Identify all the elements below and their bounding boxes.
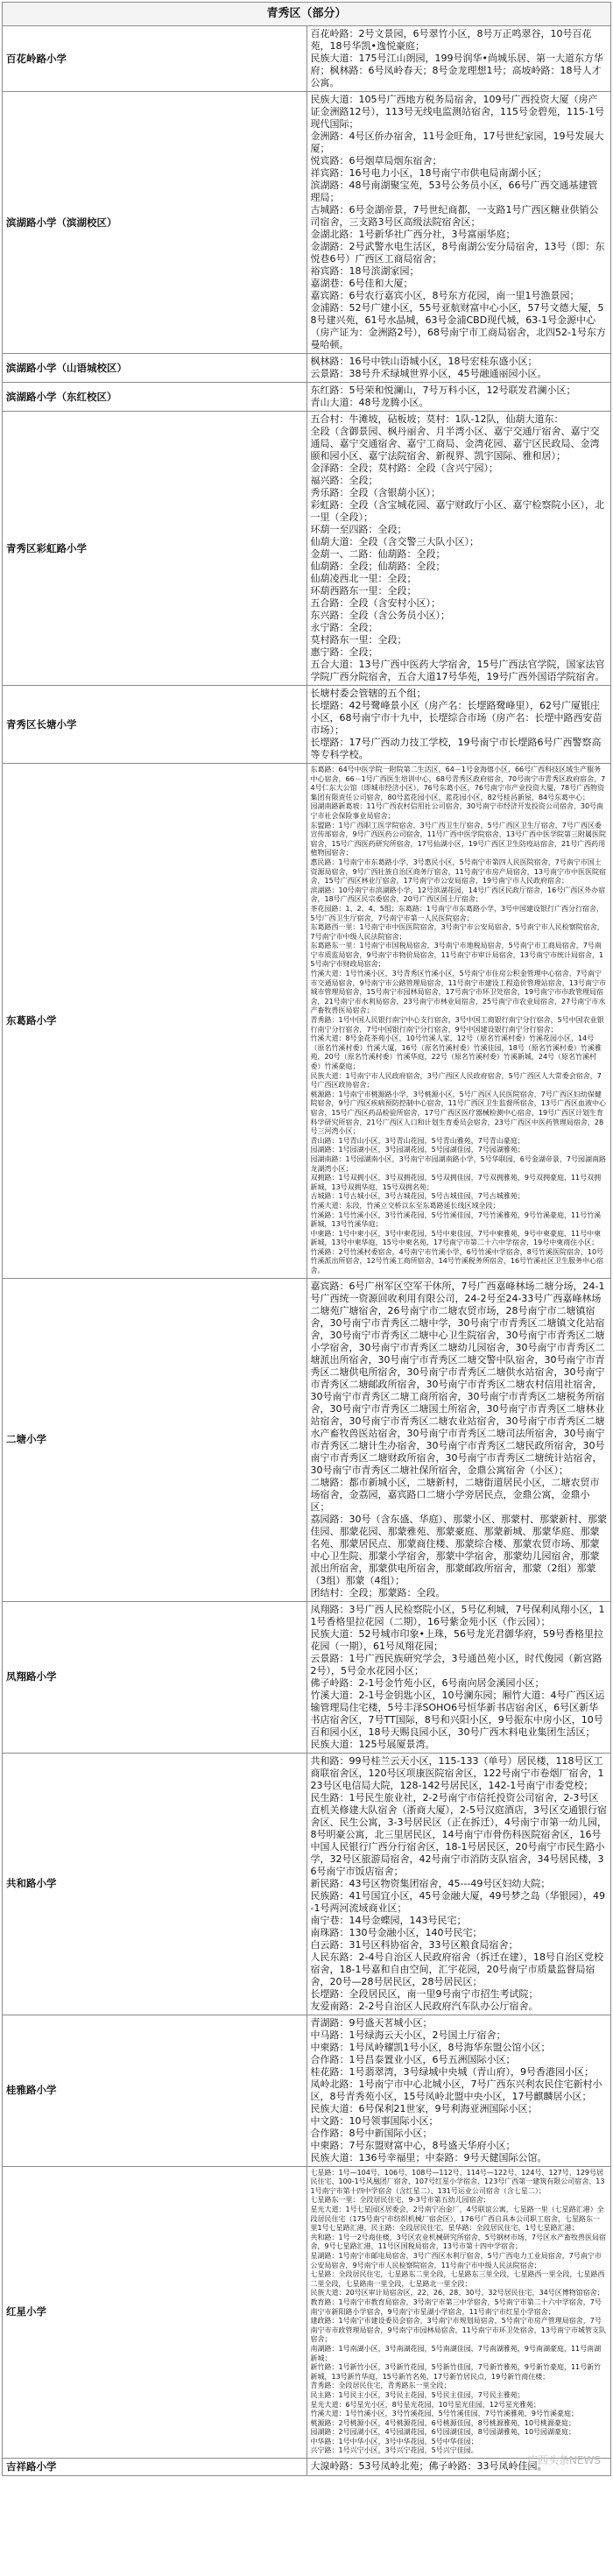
address-line: 东盟路：1号广西职工医学院宿舍，3号广西卫生厅宿舍，5号广西区卫生厅宿舍，7号广西区委宣传部宿舍，9号广西医药公司宿舍，11号广西中医学院宿舍，13号广西中医学院第三附属医院宿舍，15号广西医药研究所宿舍，17号仙湖小区，19号广西区卫生防疫站宿舍，21号广西药用植物园宿舍；: [310, 821, 606, 857]
address-line: 金湖路：2号武警水电生活区，8号南湖公安分局宿舍，13号（即：东悦巷6号）广西区工商局宿舍；: [310, 241, 605, 265]
school-name: 共和路小学: [3, 1753, 307, 2015]
school-name: 东葛路小学: [3, 764, 307, 1279]
school-name: 青秀区长塘小学: [3, 686, 307, 764]
address-line: 裕宾路：18号滨湖家园；: [310, 265, 419, 277]
address-line: 金泽路：全段；莫村路：全段（含兴宁园）；: [310, 462, 498, 474]
watermark: 广西头条NEWS: [526, 2454, 601, 2467]
table-body: [3, 3, 611, 2476]
school-name: 滨湖路小学（滨湖校区）: [3, 92, 307, 354]
address-line: 民族大道：105号广西地方税务局宿舍，109号广西投资大厦（房产证金洲路12号），113号无线电监测站宿舍，115号金碧苑，115-1号现代国际；: [310, 94, 604, 130]
address-line: 民生路：1号民生旅业社，2-2号南宁市信托投资公司宿舍，2-3号区直机关修建大队宿舍（浙商大厦），2-5号汉庭酒店，3号区交通银行宿舍区、民生公寓，3-3号居民区（正在拆迁），4号南宁市第一幼儿园，8号明豪公寓，北三里居民区，14号南宁市骨伤科医院宿舍区，16号中国人民银行广西分行宿舍区，18-1号居民区，20号南宁市民生路小学，32号区旅游局宿舍，42号南宁市消防支队宿舍，34号居民楼，36号南宁市饭店宿舍；: [310, 1791, 607, 1877]
school-row: [3, 2459, 611, 2476]
address-line: 竹溪大道：8号金花茶苑小区，10号竹溪人家，12号（原名竹溪村委）竹溪花园小区，14号（原名竹溪村委）竹溪大厦，16号（原名竹溪村委）竹溪佳园，18号（原名竹溪村委）竹溪雅苑，20号（原名竹溪村委）竹溪华庭，22号（原名竹溪村委）竹溪新城，24号（原名竹溪村委）竹溪豪庭；: [310, 1034, 602, 1070]
address-line: 星湖路：1号南宁市邮电局宿舍，3号广西区水利厅宿舍，5号广西电力工业局宿舍，7号南宁市公安局宿舍，9号南宁市人民检察院宿舍，11号南宁市中级人民法院宿舍；: [310, 2252, 602, 2269]
address-line: 五合大道：13号广西中医药大学宿舍，15号广西法官学院，国家法官学院广西分院宿舍，五合大道17号华苑，19号广西外国语学院宿舍。: [310, 659, 605, 682]
address-line: 竹溪路：2号竹溪村委宿舍，4号南宁市竹溪小学，6号竹溪中学宿舍，8号竹溪医院宿舍，10号竹溪派出所宿舍，12号竹溪工商所宿舍，14号竹溪税务所宿舍，16号竹溪社区卫生服务中心宿舍。: [310, 1247, 604, 1275]
address-line: 凤岭北路：1号南宁市中心北城小区，7号广西东兴利农民住宅新村小区，8号青秀苑小区，15号凤岭北盟中央小区，17号麒麟居小区；: [310, 2078, 602, 2102]
school-zone-addresses: [306, 412, 611, 686]
address-line: 民族大道：136号幸福里；中泰路：9号天健国际公馆。: [310, 2151, 547, 2163]
school-row: [3, 1278, 611, 1601]
address-line: 祥宾路：16号电力小区，18号南宁市供电局南湖小区；: [310, 167, 547, 179]
address-line: 金浦路：52号广建小区，55号亚航财富中心小区，57号文德大厦，58号建兴苑，61号水晶城，63号金浦CBD现代城，63-1号金源中心（房产证为：金洲路2号），68号南宁市工商局宿舍，北四52-1号东方曼哈顿。: [310, 302, 606, 350]
address-line: 民族大道：52号城市印象•上珠，56号龙光君御华府，59号香格里拉花园（一期），61号凤翔花园；: [310, 1627, 603, 1652]
address-line: 中柬路：1号中柬小区，3号中柬花园，5号中柬佳园，7号中柬雅苑，9号中柬豪庭，11号中柬新城，13号中柬华庭，15号中柬名苑，17号南宁市第二十六中学宿舍，19号中柬商住小区；: [310, 1229, 602, 1247]
address-line: 东葛路：64号中医学院一附院第二生活区，64－1号金海僖小区，66号广西科技区域生产服务中心宿舍，66－1号广西医生培训中心，68号青秀区政府宿舍，70号南宁市青秀区政府宿舍，74号仁东大公馆（即城市经济小区），76号东葛小区，76号南宁市产业投资大厦，78号广西物资集团有限责任公司宿舍，80号蓝花园小区，蓝花园小区，82号桂昌新屋，84号东葛中心；: [310, 766, 606, 801]
address-line: 青秀路：全段居民住宅，青秀路东一里全段；: [310, 2382, 451, 2390]
address-line: 古城路：6号金湖帝景，7号世纪商都，一支路1号广西区糖业供销公司宿舍，三支路3号区高级法院宿舍区；: [310, 204, 599, 228]
address-line: 民族大道：20号区审计局宿舍区，22、26、28、30号、32号居民住宅，34号区博物馆宿舍；: [310, 2289, 604, 2297]
address-line: 桃源路：1号南宁市桃源路小学，3号桃源小区，5号广西区人民医院宿舍，7号广西区妇幼保健院宿舍，9号广西区疾病预防控制中心宿舍，11号广西区卫生监督所宿舍，13号广西区血液中心宿舍，15号广西区药品检验所宿舍，17号广西区医疗器械检测中心宿舍，19号广西区计划生育科学研究所宿舍，21号广西区人口和计划生育委员会宿舍，23号广西区中医药管理局宿舍，28号三河湾小区；: [310, 1090, 606, 1136]
address-line: 金湖北路：1号新华社广西分社，3号富丽华庭；: [310, 229, 516, 240]
address-line: 中文路：10号领事国际小区；: [310, 2114, 439, 2127]
address-line: 白云路：31号区科协宿舍，33号区粮食局宿舍；: [310, 1938, 518, 1951]
school-zone-addresses: [306, 2015, 611, 2166]
address-line: 东兴路：全段（含公务员小区）；: [310, 610, 450, 621]
address-line: 竹溪大道：2-1号金钥匙小区，10号澜东园；厢竹大道：4号广西区运输管理局住宅楼，5号丰泽SOHO6号恒华新书店宿舍区，6号区新华书店宿舍区，7号TT国际，8号和兴阳小区，9号振东中房小区，10号百和园小区，18号天赐良园小区，30号广西木料电业集团生活区；: [310, 1689, 605, 1738]
school-row: [3, 2015, 611, 2166]
address-line: 莫村路东一里：全段；: [310, 634, 407, 646]
address-line: 星光大道：6号星光小区，8号星光花园，10号星光佳园，12号星光雅苑；: [310, 2400, 541, 2409]
address-line: 星光大道：1号七星园区居委会，2号南宁冶金厂，4号联谊公寓，七星路一里（七星路汇港）全段居民住宅（175号南宁市纺织机械厂宿舍区），176号广西自具本公司职工宿舍，七星路东一里1号七星路汇港，民主路：全段居民住宅，星华路：全段居民住宅，1号七星路汇港；: [310, 2205, 604, 2233]
address-line: 悦宾路：6号烟草局烟东宿舍；: [310, 155, 442, 166]
school-row: [3, 412, 611, 686]
title-row: [3, 3, 611, 26]
address-line: 大湶岭路：53号凤岭北苑；佛子岭路：33号凤岭佳园。: [310, 2460, 547, 2473]
school-zone-addresses: [306, 2166, 611, 2458]
address-line: 永宁路：全段；: [310, 622, 378, 633]
address-line: 滨湖路：48号南湖聚宝苑，53号公务员小区，66号广西交通基建管理局；: [310, 180, 598, 203]
school-zone-addresses: [306, 383, 611, 412]
address-line: 云景路：1号广西民族研究学会，3号通邑苑小区，时代俊园（新宫路2号），5号金水花园小区；: [310, 1652, 602, 1676]
address-line: 竹溪大道：1号竹溪小区，3号竹溪花园，5号竹溪佳园，7号竹溪雅苑，9号竹溪豪庭；: [310, 2410, 578, 2418]
address-line: 秀乐路：全段（含银葫小区）；: [310, 487, 440, 498]
address-line: 中柬路：1号凤岭耀凯1号小区，8号海华东盟公馆小区；: [310, 2041, 551, 2053]
school-zone-addresses: [306, 354, 611, 383]
school-name: 滨湖路小学（山语城校区）: [3, 354, 307, 383]
address-line: 友爱南路：2-2号自治区人民政府汽车队办公厅宿舍。: [310, 2000, 539, 2012]
school-zone-addresses: [306, 686, 611, 764]
school-name: 滨湖路小学（东红校区）: [3, 383, 307, 412]
page: [0, 2, 613, 2476]
address-line: 仙葫路：全段；仙葫路：全段；: [310, 561, 446, 572]
address-line: 共和路：1号一2号商住楼，3号区农业机械研究所宿舍，5号钢材市场，7号区水产畜牧兽医局宿舍，9号七星路汇港，11号区国税局宿舍，13号市第十四中学宿舍；: [310, 2233, 606, 2251]
school-row: [3, 92, 611, 354]
address-line: 中华路：1号中华小区，3号中华花园，5号中华佳园；: [310, 2437, 478, 2445]
address-line: 民主路：1号民主小区，3号民主花园，5号民主佳园，7号民主雅苑；: [310, 2390, 525, 2399]
school-zone-addresses: [306, 26, 611, 92]
school-row: [3, 764, 611, 1279]
address-line: 民族大道：175号江山朗园，199号润华•尚城乐居、第一大道东方华府；枫林路：6号凤岭春天；8号金龙理想1号；高坡岭路：18号人才公寓。: [310, 53, 603, 88]
address-line: 嘉宾路：6号广州军区空军干休所，7号广西嘉峰林场二塘分场，24-1号广西统一资源回收利用有限公司，24-2号至24-33号广西嘉峰林场二塘苑广塘宿舍，26号南宁市二塘农贸市场，28号南宁市二塘镇宿舍，30号南宁市青秀区二塘中学，30号南宁市青秀区二塘镇文化站宿舍，30号南宁市青秀区二塘中心卫生院宿舍，30号南宁市青秀区二塘小学宿舍，30号南宁市青秀区二塘幼儿园宿舍，30号南宁市青秀区二塘派出所宿舍，30号南宁市青秀区二塘交警中队宿舍，30号南宁市青秀区二塘供电所宿舍，30号南宁市青秀区二塘供水站宿舍，30号南宁市青秀区二塘邮政所宿舍，30号南宁市青秀区二塘农村信用社宿舍，30号南宁市青秀区二塘工商所宿舍，30号南宁市青秀区二塘税务所宿舍，30号南宁市青秀区二塘国土所宿舍，30号南宁市青秀区二塘林业站宿舍，30号南宁市青秀区二塘农业站宿舍，30号南宁市青秀区二塘水产畜牧兽医站宿舍，30号南宁市青秀区二塘司法所宿舍，30号南宁市青秀区二塘计生办宿舍，30号南宁市青秀区二塘民政所宿舍，30号南宁市青秀区二塘财政所宿舍，30号南宁市青秀区二塘统计站宿舍，30号南宁市青秀区二塘社保所宿舍，金鼎公寓宿舍（小区）；: [310, 1280, 605, 1476]
address-line: 民族大道：1号南宁市人民政府宿舍，3号广西区人民政府宿舍，5号广西区人大常委会宿舍，7号广西区政协宿舍；: [310, 1071, 602, 1090]
school-name: 桂雅路小学: [3, 2015, 307, 2166]
school-name: 凤翔路小学: [3, 1601, 307, 1753]
address-line: 凤翔路：3号广西人民检察院小区，5号亿利城，7号保利凤翔小区，11号香格里拉花园（二期），16号紫金苑小区（作云园）；: [310, 1603, 605, 1627]
address-line: 共和路：99号桂兰云天小区，115-133（单号）居民楼，118号区工商联宿舍区，120号区项康医院宿舍区，122号南宁市卷烟厂宿舍，123号区电信局大院，128-142号居民区，142-1号南宁市委党校；: [310, 1754, 604, 1791]
address-line: 金葫一、二路：仙葫路：全段；: [310, 548, 446, 560]
school-zone-addresses: [306, 1278, 611, 1601]
address-line: 民族路：41号国宜小区，45号金融大厦，49号梦之岛（华银园），49-1号两河流域商业区；: [310, 1889, 605, 1914]
school-name: 红星小学: [3, 2166, 307, 2458]
address-line: 园湖南路：1号园湖南小区，3号南宁市园湖南路小学，5号华联园，6号金湖帝景，7号园湖南路龙湖湾小区；: [310, 1154, 606, 1173]
address-line: 长塘村委会管辖的五个组；: [310, 688, 426, 699]
address-line: 仙葫大道：全段（含交警三大队小区）；: [310, 536, 479, 547]
address-line: 教育路：1号南宁市教育局宿舍，3号南宁市第三中学宿舍，5号南宁市第二十六中学宿舍，7号南宁市新阳路小学宿舍，9号南宁市星湖小学宿舍，11号南宁市红星小学宿舍；: [310, 2297, 602, 2316]
address-line: 茶花园路：1、2、4、5组；东葛路：1号南宁市东葛路小学，3号中国建设银行广西分行宿舍，5号广西卫生厅宿舍，7号南宁市第一人民医院宿舍；: [310, 904, 604, 922]
address-line: 青秀路：1号中国人民银行南宁中心支行宿舍，3号中国工商银行南宁分行宿舍，5号中国农业银行南宁分行宿舍，7号中国银行南宁分行宿舍，9号中国建设银行南宁分行宿舍；: [310, 1016, 604, 1034]
address-line: 竹溪路：1号竹溪小区，3号竹溪花园，5号竹溪佳园，7号竹溪雅苑，9号竹溪豪庭，11号竹溪新城，13号竹溪华庭；: [310, 1210, 602, 1229]
school-row: [3, 2166, 611, 2458]
address-line: 兴宁路：1号兴宁小区，3号兴宁花园，5号兴宁佳园。: [310, 2446, 478, 2455]
address-line: 五合村：牛滩坡，砧板坡；莫村：1队-12队，仙葫大道东：: [310, 413, 564, 425]
address-line: 中马路：1号绿海云天小区，2号国土厅宿舍；: [310, 2029, 506, 2041]
address-line: 新民路：43号区物资集团宿舍，45---49号区妇幼大院；: [310, 1877, 551, 1889]
address-line: 仙葫凌西北一里：全段；: [310, 573, 417, 584]
address-line: 合作路：8号中新国际小区；: [310, 2127, 433, 2139]
address-line: 双拥路：1号双拥小区，3号双拥花园，5号双拥佳园，7号双拥雅苑，9号双拥豪庭，11号双拥新城，13号双拥华庭，15号双拥名苑；: [310, 1174, 602, 1191]
address-line: 竹溪大道：东段，竹溪立交桥以东至东葛路延长线区域全段；: [310, 1201, 500, 1210]
address-line: 东葛路西一里：1号南宁市中医医院宿舍，3号南宁市公安局宿舍，5号南宁市人民检察院宿舍，7号南宁市中级人民法院宿舍；: [310, 923, 604, 941]
address-line: 福兴路：全段；: [310, 475, 378, 486]
address-line: 环葫西路东一里：全段；: [310, 585, 417, 596]
address-line: 竹溪大道：1号竹溪小区，3号青秀区竹溪小区，5号南宁市住房公积金管理中心宿舍，7号南宁市交通局宿舍，9号南宁市公路管理局宿舍，11号南宁市建设工程造价管理站宿舍，13号南宁市城市管理局宿舍，15号南宁市园林局宿舍，17号南宁市环卫处宿舍，19号南宁市市政管理局宿舍，21号南宁市水利局宿舍，23号南宁市林业局宿舍，25号南宁市农业局宿舍，27号南宁市水产畜牧兽医局宿舍；: [310, 970, 606, 1015]
school-zone-addresses: [306, 92, 611, 354]
address-line: 七星路：1号—104号、106号、108号—112号、114号—122号、124号、127号、129号居民住宅、100-1号风凰团厂宿舍、107号红星小学宿舍、123号广西第一建筑有限公司宿舍、131号南宁市第十四中学宿舍（含红星二）、131号运业公司宿舍（含七星二）；: [310, 2168, 605, 2195]
address-line: 新竹路：1号新竹小区，3号新竹花园，5号新竹佳园，7号新竹雅苑，9号新竹豪庭，11号新竹新城，13号新竹华庭，15号新竹名苑，17号新竹居民点，19号新竹商住楼；: [310, 2363, 602, 2381]
address-line: 彩虹路：全段（含宝城花园、嘉宁财政厅小区、嘉宁检察院小区），北一里（全段）；: [310, 499, 604, 523]
address-line: 滨湖路：10号南宁市滨湖路小学，12号滨湖花园，14号广西区民政厅宿舍，16号广西区外办宿舍，18号广西区民宗委宿舍，20号广西区国土厅宿舍；: [310, 886, 606, 904]
address-line: 长堽路：全段居民区，南一里9号南宁市招生考试院；: [310, 1987, 539, 2000]
school-row: [3, 686, 611, 764]
table-title: 青秀区（部分）: [3, 3, 611, 26]
school-district-table: [2, 2, 611, 2476]
address-line: 五合路：全段（含安村小区）；: [310, 597, 440, 609]
address-line: 二塘路：都市新城小区，二塘新村，二塘街道居民小区，二塘农贸市场宿舍，金荔园，嘉宾路口二塘小学旁居民点，金鼎公寓，金鼎小区；: [310, 1476, 600, 1513]
address-line: 南宁巷：14号金蝶园，143号民宅；: [310, 1914, 467, 1926]
address-line: 园湖南路新葛坡：11号广西农村信用社公司宿舍，30号南宁市经济开发投资公司宿舍，30号南宁市社会保险事业局宿舍；: [310, 802, 604, 820]
address-line: 全段（含御景园、枫丹丽舍、月半湾小区、嘉宁交通厅宿舍、嘉宁交通局、嘉宁交通宿舍、嘉宁工商局、金湾花园、嘉宁区民政局、金湾颐和园小区、嘉宁法院宿舍、新视界、凯宇国际、雅和居）；: [310, 426, 600, 462]
school-row: [3, 383, 611, 412]
school-zone-addresses: [306, 1753, 611, 2015]
address-line: 园湖路：2号园湖小区，4号园湖花园，6号园湖佳园，8号园湖雅苑，10号园湖豪庭；: [310, 2428, 576, 2437]
address-line: 惠民路：1号南宁市东葛路小学，3号惠民小区，5号南宁市第四人民医院宿舍，7号南宁市国土资源局宿舍，9号广西壮族自治区商务厅宿舍，11号南宁市房产局宿舍，13号南宁市中医医院宿舍，15号广西区林业厅宿舍，17号南宁市公安局宿舍，19号南宁市人民政府宿舍；: [310, 857, 606, 886]
school-row: [3, 1601, 611, 1753]
address-line: 长堽路：17号广西动力技工学校，19号南宁市长堽路6号广西警察高等专科学校。: [310, 737, 602, 760]
address-line: 古城路：1号古城小区，3号古城花园，5号古城佳园，7号古城雅苑；: [310, 1192, 525, 1201]
address-line: 青山路：1号青山小区，3号青山花园，5号青山雅苑，7号青山豪庭；: [310, 1136, 525, 1145]
address-line: 中柬路：7号东盟财富中心，8号盛天华府小区；: [310, 2139, 516, 2151]
address-line: 七星路东一里：全段居民住宅，9-3号市第五幼儿园宿舍；: [310, 2196, 490, 2205]
address-line: 嘉湖巷：6号佳和大厦；: [310, 278, 413, 289]
address-line: 青湖路：9号盛天茗城小区；: [310, 2016, 433, 2029]
school-name: 吉祥路小学: [3, 2459, 307, 2476]
address-line: 东红路：5号荣和悦澜山，7号万科小区，12号联发君澜小区；: [310, 385, 576, 396]
school-name: 二塘小学: [3, 1278, 307, 1601]
address-line: 嘉宾路：6号农行嘉宾小区，8号东方花园，南一里1号漁景园；: [310, 290, 580, 301]
address-line: 南湖路：1号南湖小区，3号南湖花园，5号南湖佳园，7号南湖雅苑，9号南湖豪庭，11号南湖新城；: [310, 2344, 602, 2362]
address-line: 民族大道：125号展厦景湾。: [310, 1738, 435, 1750]
address-line: 七星路：全段居民住宅，七星路东二里全段，七星路东三里全段，七星路西一里全段，七星路西二里全段，七星路南一里全段，七星路北一里全段；: [310, 2270, 605, 2288]
address-line: 桃源路：2号桃源小区，4号桃源花园，6号桃源佳园，8号桃源雅苑，10号桃源豪庭；: [310, 2418, 576, 2427]
school-row: [3, 26, 611, 92]
school-row: [3, 354, 611, 383]
school-zone-addresses: [306, 764, 611, 1279]
address-line: 环葫一至四路：全段；: [310, 524, 407, 535]
address-line: 合作路：1号昌泰置业小区，6号五洲国际小区；: [310, 2053, 516, 2065]
address-line: 桂花路：1号翡翠湾，3号绿城中央城（青山府），9号香港园小区；: [310, 2065, 594, 2078]
address-line: 枫林路：16号中铁山语城小区，18号宏桂东盛小区；: [310, 356, 538, 367]
school-name: 百花岭路小学: [3, 26, 307, 92]
address-line: 园湖路：1号园湖小区，3号园湖花园，5号园湖佳园，7号园湖雅苑；: [310, 1146, 525, 1154]
address-line: 南珠路：130号金融小区，140号民宅；: [310, 1926, 483, 1938]
school-zone-addresses: [306, 1601, 611, 1753]
address-line: 长堽路：42号鹭峰景小区（房产名：长堽路鹭峰里），62号广厦银庄小区，68号南宁市十九中，长堽综合市场（房产名：长堽中路西安苗市场）；: [310, 700, 602, 736]
school-row: [3, 1753, 611, 2015]
address-line: 民族大道：6号保利21世家，9号利海亚洲国际小区；: [310, 2102, 538, 2114]
address-line: 佛子岭路：2-1号金竹苑小区，6号南向居金溪园小区；: [310, 1676, 545, 1689]
address-line: 金洲路：4号区侨办宿舍，11号金旺角，17号世纪家园，19号发展大厦；: [310, 131, 604, 154]
address-line: 建政路：1号南宁市建设委员会宿舍，3号南宁市规划局宿舍，5号南宁市房产管理局宿舍，7号南宁市市政管理局宿舍，9号南宁市园林局宿舍，11号南宁市环卫处宿舍，13号南宁市城管支队宿舍；: [310, 2317, 606, 2344]
address-line: 人民东路：2-4号自治区人民政府宿舍（拆迁在建），18号自治区党校宿舍，18-1号嘉和自由空间，汇宇花园，20号南宁市质量监督局宿舍，20号—28号居民区，28号居民区；: [310, 1951, 603, 1987]
address-line: 青山大道：48号龙腾小区。: [310, 397, 429, 408]
address-line: 荔园路：30号（含东盛、华庭）、那蒙小区、那蒙村、那蒙新村、那蒙佳园、那蒙花园、那蒙雅苑、那蒙豪庭、那蒙新城、那蒙华庭、那蒙名苑、那蒙居民点、那蒙商住楼、那蒙综合楼、那蒙农贸市场、那蒙中心卫生院、那蒙小学宿舍，那蒙中学宿舍，那蒙幼儿园宿舍，那蒙派出所宿舍，那蒙供电所宿舍，那蒙邮政所宿舍，那蒙（2组）那蒙（3组）那蒙（4组）；: [310, 1513, 607, 1586]
address-line: 惠宁路：全段；: [310, 646, 378, 658]
address-line: 团结村：全段；那蒙路：全段。: [310, 1586, 446, 1599]
address-line: 百花岭路：2号文景园，6号翠竹小区，8号万正鸣翠谷，10号百花苑，18号华凯•逸悦豪庭；: [310, 28, 592, 52]
school-name: 青秀区彩虹路小学: [3, 412, 307, 686]
address-line: 东葛路东一里：1号南宁市国税局宿舍，3号南宁市地税局宿舍，5号南宁市工商局宿舍，7号南宁市质监局宿舍，9号南宁市物价局宿舍，11号南宁市审计局宿舍，13号南宁市统计局宿舍，15号南宁市财政局宿舍；: [310, 942, 604, 969]
address-line: 云景路：38号升禾绿城世界小区，45号融通丽园小区。: [310, 368, 547, 379]
